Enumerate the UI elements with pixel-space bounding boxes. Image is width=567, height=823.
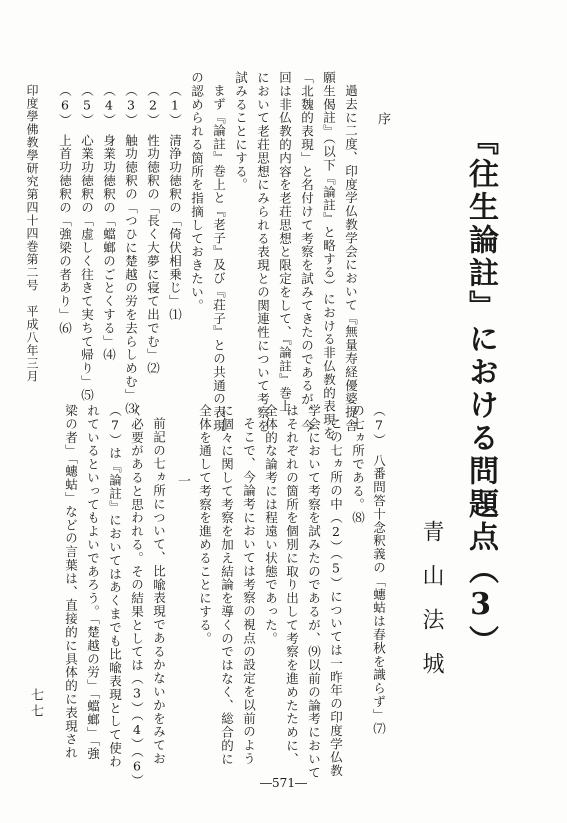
continuation-line: 全体的な論考には程遠い状態であった。 bbox=[263, 404, 279, 646]
continuation-line: （7） 八番問答十念釈義の「蟪蛄は春秋を識らず」⑺ bbox=[371, 404, 387, 736]
page-number: ―571― bbox=[260, 776, 307, 790]
author-name: 青山法城 bbox=[419, 520, 444, 696]
intro-list-item: （3） 触功徳釈の「つひに楚越の労を去らしめむ」⑶ bbox=[123, 84, 139, 416]
paper-title: 『往生論註』における問題点（3） bbox=[463, 125, 498, 658]
continuation-line: 学会において考察を試みたのであるが、⑼以前の論考において bbox=[306, 404, 322, 780]
intro-heading: 序 bbox=[375, 112, 390, 125]
intro-line: 願生偈註』（以下『論註』と略する）における非仏教的表現を bbox=[321, 71, 337, 440]
intro-line: 試みることにする。 bbox=[233, 71, 249, 192]
section1-line: く必要があると思われる。その結果としては（3）（4）（6） bbox=[129, 404, 145, 788]
intro-list-item: （1） 清浄功徳釈の「倚伏相乗じ」⑴ bbox=[167, 84, 183, 322]
intro-list-item: （4） 身業功徳釈の「蟷螂のごとくする」⑷ bbox=[101, 84, 117, 362]
intro-line: 過去に二度、印度学仏教学会において『無量寿経優婆提舎 bbox=[343, 84, 359, 433]
folio-number: 七七 bbox=[28, 688, 43, 720]
intro-list-item: （6） 上首功徳釈の「強梁の者あり」⑹ bbox=[57, 84, 73, 335]
continuation-line: そこで、今論考においては考察の視点の設定を以前のよう bbox=[241, 417, 257, 766]
intro-line: の認められる箇所を指摘しておきたい。 bbox=[189, 71, 205, 313]
intro-line: 回は非仏教的内容を老荘思想と限定をして、『論註』巻上 bbox=[277, 71, 293, 414]
section1-line: 前記の七ヵ所について、比喩表現であるかないかをみてお bbox=[151, 417, 167, 766]
section1-line: （7）は『論註』においてはあくまでも比喩表現として使わ bbox=[107, 404, 123, 769]
intro-list-item: （2） 性功徳釈の「長く大夢に寝て出でむ」⑵ bbox=[145, 84, 161, 376]
intro-line: 「北魏的表現」と名付けて考察を試みてきたのであるが、今 bbox=[299, 71, 315, 433]
section1-line: れているといってもよいであろう。「楚越の労」「蟷螂」「強 bbox=[85, 404, 101, 761]
intro-line: において老荘思想にみられる表現との関連性について考察を bbox=[255, 71, 271, 433]
section1-line: 梁の者」「蟪蛄」などの言葉は、直接的に具体的に表現され bbox=[63, 404, 79, 760]
section-heading: 一 bbox=[175, 474, 190, 487]
journal-info: 印度學佛教學研究第四十四巻第二号 平成八年三月 bbox=[25, 84, 39, 383]
continuation-line: に個々に関して考察を加え結論を導くのではなく、総合的に bbox=[219, 404, 235, 766]
continuation-line: の七ヵ所である。⑻ bbox=[350, 404, 366, 525]
intro-line: まず『論註』巻上と『老子』及び『荘子』との共通の表現 bbox=[211, 84, 227, 433]
continuation-line: 全体を通して考察を進めることにする。 bbox=[197, 404, 213, 646]
continuation-line: はそれぞれの箇所を個別に取り出して考察を進めたために、 bbox=[284, 404, 300, 766]
intro-list-item: （5） 心業功徳釈の「虚しく往きて実ちて帰り」⑸ bbox=[79, 84, 95, 402]
continuation-line: この七ヵ所の中（2）（5）については一昨年の印度学仏教 bbox=[328, 417, 344, 778]
